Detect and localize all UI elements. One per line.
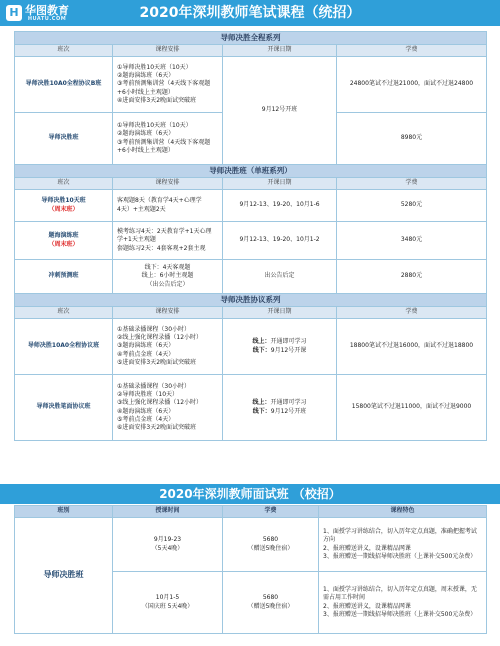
- schedule-cell: 客观题8天（教育学4天+心理学 4天）+主观题2天: [113, 190, 223, 222]
- col-header-class-type: 班别: [15, 506, 113, 518]
- table-row: [15, 57, 487, 113]
- col-header-date: 开课日期: [223, 45, 337, 57]
- fee-cell: 3480元: [337, 222, 487, 260]
- time-cell: 9月19-23 （5天4晚）: [113, 518, 223, 572]
- start-date-cell: 9月12号开班: [223, 57, 337, 165]
- class-name: 导师决胜10天班: [41, 197, 86, 205]
- col-header-date: 开课日期: [223, 307, 337, 319]
- class-name: 导师决胜班: [15, 518, 113, 634]
- class-name: 导师决胜10A0全程协议B班: [15, 57, 113, 113]
- section-title-single: 导师决胜班（单班系列）: [15, 165, 487, 178]
- table-row: [15, 190, 487, 222]
- logo-icon: H: [6, 5, 22, 21]
- col-header-class: 班次: [15, 45, 113, 57]
- table-row: [15, 222, 487, 260]
- fee-cell: 18800笔试不过退16000，面试不过退18800: [337, 319, 487, 375]
- start-date-cell: 出公告后定: [223, 260, 337, 294]
- class-name-cell: [15, 222, 113, 260]
- class-tag: （周末班）: [48, 240, 79, 248]
- class-name: 导师决胜笔面协议班: [15, 375, 113, 441]
- col-header-time: 授课时间: [113, 506, 223, 518]
- start-date-cell: 9月12-13、19-20、10月1-2: [223, 222, 337, 260]
- col-header-date: 开课日期: [223, 178, 337, 190]
- section-title-full: 导师决胜全程系列: [15, 32, 487, 45]
- schedule-cell: ①导师决胜10天班（10天） ②题海演练班（6天） ③考前预测集训营（4天线下客观题 +6小时线上主观题） ④进面安排3天2晚面试突破班: [113, 57, 223, 113]
- table-row: [15, 375, 487, 441]
- class-name: 题海演练班: [48, 232, 79, 240]
- start-date-cell: 9月12-13、19-20、10月1-6: [223, 190, 337, 222]
- schedule-cell: ①基础录播课程（30小时） ②线上强化课程录播（12小时） ③题海演练班（6天） ④考前点金班（4天） ⑤进面安排3天2晚面试突破班: [113, 319, 223, 375]
- col-header-fee: 学费: [337, 45, 487, 57]
- table-row: [15, 518, 487, 572]
- features-cell: 1、面授学习讲练结合，切入历年定点真题，周末授课，无 需占用工作时间 2、报班赠送讲义，设课精品网课 3、报班赠送一期线招导师决胜班（上课补交500元杂费）: [319, 572, 487, 634]
- section-title-protocol: 导师决胜协议系列: [15, 294, 487, 307]
- class-tag: （周末班）: [48, 205, 79, 213]
- col-header-class: 班次: [15, 307, 113, 319]
- col-header-schedule: 课程安排: [113, 45, 223, 57]
- start-date-cell: 线上：开通即可学习 线下：9月12号开课: [223, 319, 337, 375]
- interview-course-table: [14, 505, 487, 634]
- col-header-fee: 学费: [223, 506, 319, 518]
- top-banner: [0, 0, 500, 26]
- fee-cell: 2880元: [337, 260, 487, 294]
- fee-cell: 15800笔试不过退11000，面试不过退9000: [337, 375, 487, 441]
- fee-cell: 24800笔试不过退21000，面试不过退24800: [337, 57, 487, 113]
- col-header-schedule: 课程安排: [113, 178, 223, 190]
- col-header-fee: 学费: [337, 178, 487, 190]
- huatu-logo: [6, 3, 86, 23]
- schedule-cell: 线下：4天客观题 线上：6小时主观题 （出公告后定）: [113, 260, 223, 294]
- class-name: 导师决胜10A0全程协议班: [15, 319, 113, 375]
- col-header-class: 班次: [15, 178, 113, 190]
- table-row: [15, 260, 487, 294]
- class-name: 导师决胜班: [15, 113, 113, 165]
- schedule-cell: ①导师决胜10天班（10天） ②题海演练班（6天） ③考前预测集训营（4天线下客观题 +6小时线上主观题）: [113, 113, 223, 165]
- fee-cell: 8980元: [337, 113, 487, 165]
- class-name: 冲刺预测班: [15, 260, 113, 294]
- features-cell: 1、面授学习讲练结合，切入历年定点真题，准确把握考试 方向 2、报班赠送讲义，设课精品网课 3、报班赠送一期线招导师决胜班（上课补交500元杂费）: [319, 518, 487, 572]
- fee-cell: 5280元: [337, 190, 487, 222]
- class-name-cell: [15, 190, 113, 222]
- logo-text-en: HUATU.COM: [27, 15, 67, 22]
- schedule-cell: ①基础录播课程（30小时） ②导师决胜班（10天） ③线上强化课程录播（12小时） ④题海演练班（6天） ⑤考前点金班（4天） ⑥进面安排3天2晚面试突破班: [113, 375, 223, 441]
- schedule-cell: 模考练习4天：2天教育学+1天心理 学+1天主观题 套题练习2天：4套客观+2套主观: [113, 222, 223, 260]
- col-header-features: 课程特色: [319, 506, 487, 518]
- start-date-cell: 线上：开通即可学习 线下：9月12号开班: [223, 375, 337, 441]
- fee-cell: 5680 （赠送5晚住宿）: [223, 518, 319, 572]
- interview-title: 2020年深圳教师面试班 （校招）: [159, 487, 341, 501]
- written-course-table: [14, 31, 487, 441]
- logo-text-cn: 华图教育: [25, 3, 69, 17]
- col-header-schedule: 课程安排: [113, 307, 223, 319]
- page-title: 2020年深圳教师笔试课程（统招）: [139, 5, 361, 21]
- table-row: [15, 319, 487, 375]
- interview-banner: [0, 484, 500, 504]
- time-cell: 10月1-5 （国庆班 5天4晚）: [113, 572, 223, 634]
- fee-cell: 5680 （赠送5晚住宿）: [223, 572, 319, 634]
- col-header-fee: 学费: [337, 307, 487, 319]
